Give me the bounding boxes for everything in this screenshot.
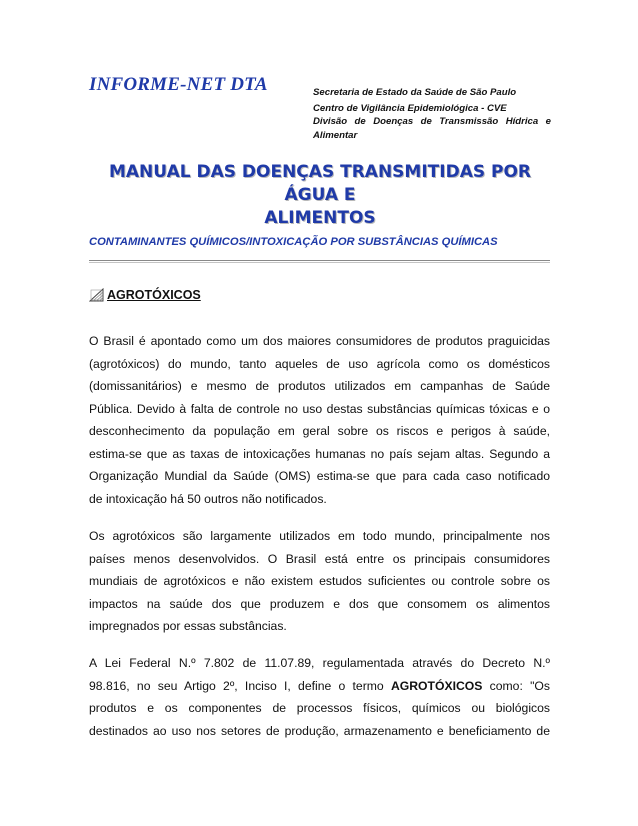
header-line: Alimentar [313,129,358,141]
paragraph [89,330,550,510]
paragraph-line: Os agrotóxicos são largamente utilizados em todo mundo, principalmente nos [89,529,550,543]
emphasis-term: AGROTÓXICOS [390,678,483,693]
paragraph-text: como: "Os [482,678,550,693]
paragraph-line: O Brasil é apontado como um dos maiores consumidores de produtos praguicidas [89,334,550,348]
manual-title-line: ALIMENTOS [264,208,376,228]
paragraph-line: de intoxicação há 50 outros não notificados. [89,491,327,506]
paragraph-line: mundiais de agrotóxicos e não existem estudos suficientes ou controle sobre os [89,574,550,588]
section-divider-secondary [89,262,550,263]
paragraph-line: (domissanitários) e mesmo de produtos utilizados em campanhas de Saúde [89,379,550,393]
sub-heading-label: AGROTÓXICOS [107,288,201,302]
checkbox-icon [89,288,105,302]
manual-title [90,161,550,230]
paragraph-line: Pública. Devido à falta de controle no uso destas substâncias químicas tóxicas e o [89,401,550,416]
paragraph-line: A Lei Federal N.º 7.802 de 11.07.89, regulamentada através do Decreto N.º [89,656,550,670]
section-heading: CONTAMINANTES QUÍMICOS/INTOXICAÇÃO POR SUBSTÂNCIAS QUÍMICAS [89,236,498,248]
paragraph-line: países menos desenvolvidos. O Brasil está entre os principais consumidores [89,551,550,566]
paragraph-text: 98.816, no seu Artigo 2º, Inciso I, define o termo [89,678,391,693]
paragraph-line: Organização Mundial da Saúde (OMS) estima-se que para cada caso notificado [89,469,550,483]
header-line: Centro de Vigilância Epidemiológica - CVE [313,103,507,115]
header-line: Secretaria de Estado da Saúde de São Paulo [313,87,517,98]
paragraph-line: estima-se que as taxas de intoxicações humanas no país sejam altas. Segundo a [89,446,550,461]
brand-title: INFORME-NET DTA [89,74,268,95]
paragraph-line: destinados ao uso nos setores de produção, armazenamento e beneficiamento de [89,723,550,738]
header-line: Divisão de Doenças de Transmissão Hídrica e [313,116,551,128]
header-institution-block [313,86,551,142]
sub-heading [89,288,201,302]
paragraph-line: desconhecimento da população em geral sobre os riscos e perigos à saúde, [89,424,550,438]
paragraph-line: impregnados por essas substâncias. [89,619,287,633]
paragraph [89,525,550,638]
paragraph-line: produtos e os componentes de processos físicos, químicos ou biológicos [89,701,550,715]
paragraph-line: impactos na saúde dos que produzem e dos que consomem os alimentos [89,596,550,611]
paragraph [89,652,550,742]
section-divider [89,260,550,261]
paragraph-line [89,675,550,698]
manual-title-line: MANUAL DAS DOENÇAS TRANSMITIDAS POR ÁGUA E [108,162,532,205]
paragraph-line: (agrotóxicos) do mundo, tanto aqueles de uso agrícola como os domésticos [89,356,550,371]
